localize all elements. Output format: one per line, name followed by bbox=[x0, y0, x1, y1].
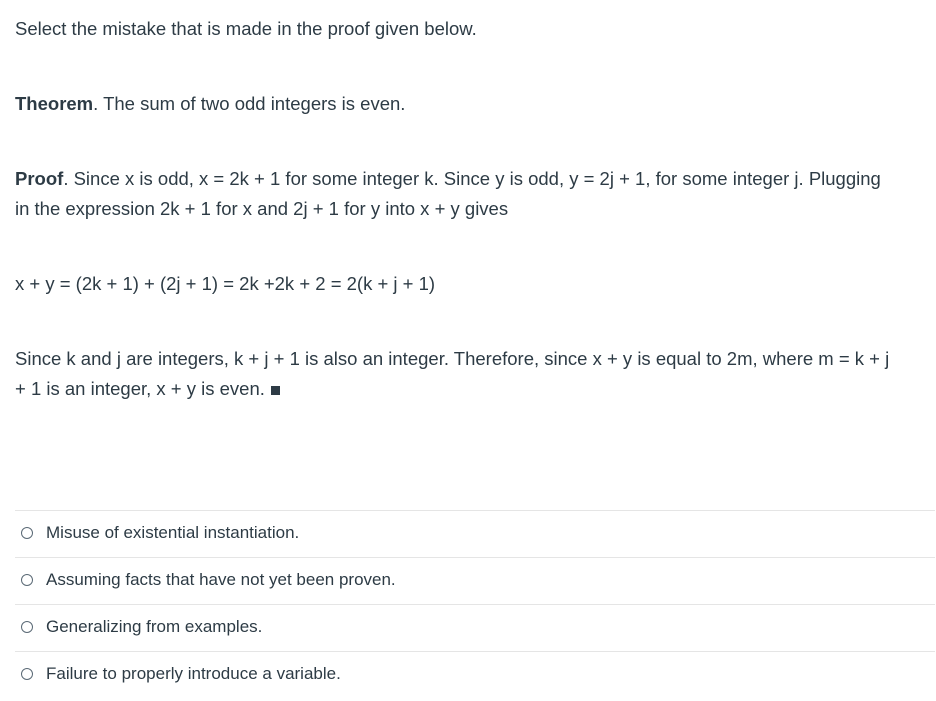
answer-option-1[interactable] bbox=[15, 510, 935, 557]
conclusion-line-2 bbox=[15, 374, 929, 404]
conclusion-line-1: Since k and j are integers, k + j + 1 is also an integer. Therefore, since x + y is equal to 2m, where m = k + j bbox=[15, 348, 890, 369]
theorem-statement bbox=[15, 89, 929, 119]
theorem-text: . The sum of two odd integers is even. bbox=[93, 93, 406, 114]
answer-option-2[interactable] bbox=[15, 557, 935, 604]
question-prompt: Select the mistake that is made in the proof given below. bbox=[15, 18, 477, 39]
answer-option-4[interactable] bbox=[15, 651, 935, 698]
answer-options bbox=[15, 510, 935, 698]
radio-button-icon[interactable] bbox=[21, 574, 33, 586]
radio-button-icon[interactable] bbox=[21, 668, 33, 680]
proof-text-1: . Since x is odd, x = 2k + 1 for some integer k. Since y is odd, y = 2j + 1, for some integer j. Plugging bbox=[63, 168, 881, 189]
answer-option-label[interactable]: Assuming facts that have not yet been proven. bbox=[46, 570, 396, 589]
theorem-label: Theorem bbox=[15, 93, 94, 114]
proof-label: Proof bbox=[15, 168, 64, 189]
qed-square-icon bbox=[271, 386, 280, 395]
answer-option-label[interactable]: Generalizing from examples. bbox=[46, 617, 263, 636]
proof-line-1 bbox=[15, 164, 929, 194]
answer-option-label[interactable]: Misuse of existential instantiation. bbox=[46, 523, 300, 542]
radio-button-icon[interactable] bbox=[21, 527, 33, 539]
answer-option-label[interactable]: Failure to properly introduce a variable. bbox=[46, 664, 341, 683]
radio-button-icon[interactable] bbox=[21, 621, 33, 633]
proof-line-2: in the expression 2k + 1 for x and 2j + 1 for y into x + y gives bbox=[15, 198, 509, 219]
answer-option-3[interactable] bbox=[15, 604, 935, 651]
proof-equation: x + y = (2k + 1) + (2j + 1) = 2k +2k + 2 = 2(k + j + 1) bbox=[15, 273, 436, 294]
conclusion-text-2: + 1 is an integer, x + y is even. bbox=[15, 378, 265, 399]
